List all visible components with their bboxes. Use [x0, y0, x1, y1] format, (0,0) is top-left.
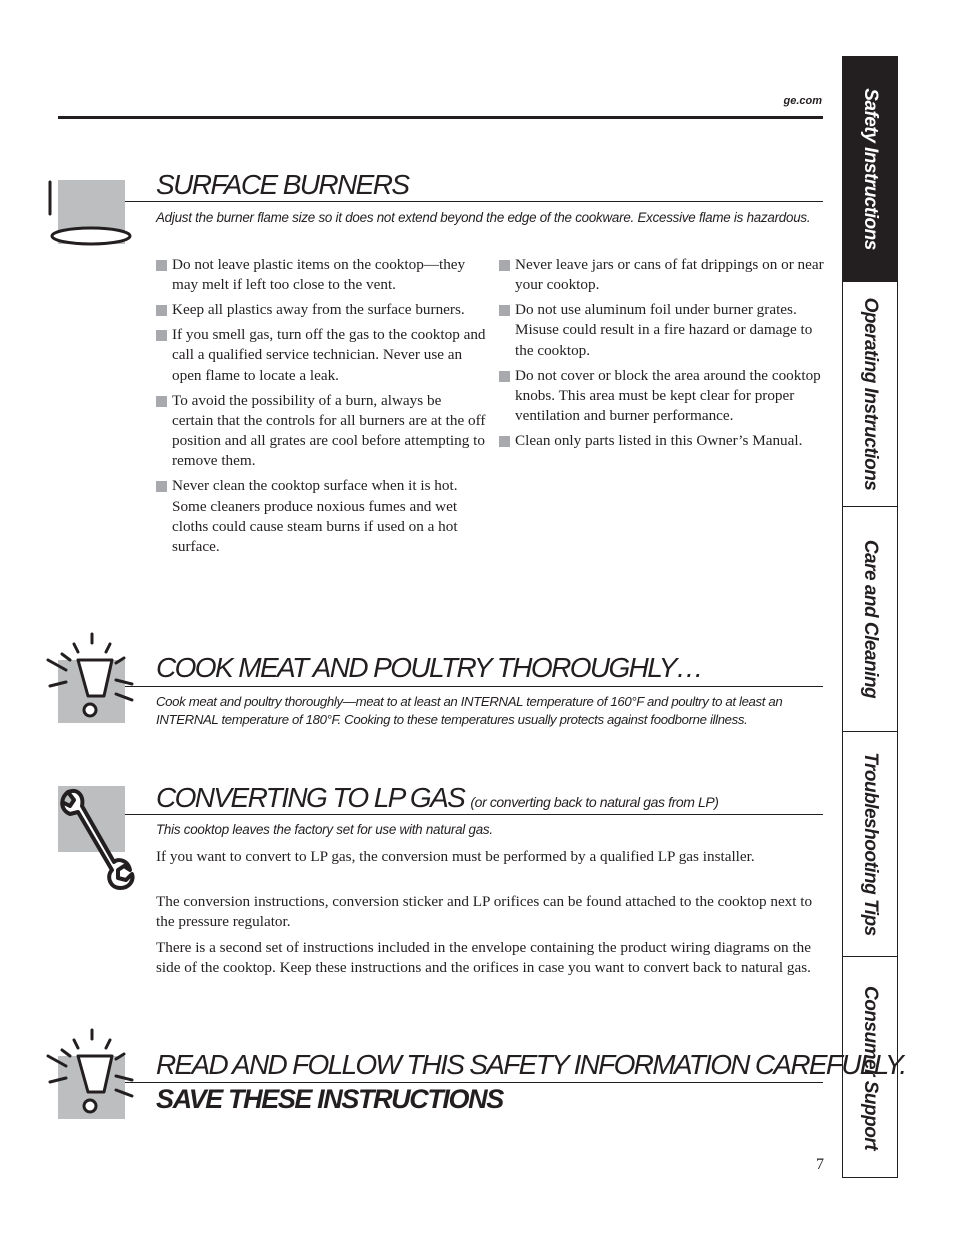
wrench-icon	[56, 784, 136, 894]
list-item: Never clean the cooktop surface when it is hot. Some cleaners produce noxious fumes and wet cloths could cause steam burns if used on a hot surface.	[156, 476, 486, 557]
tab-label: Troubleshooting Tips	[860, 752, 881, 936]
read-follow-title: READ AND FOLLOW THIS SAFETY INFORMATION CAREFULLY.	[156, 1049, 906, 1080]
warning-icon	[44, 630, 134, 726]
square-bullet-icon	[156, 396, 167, 407]
cook-meat-intro: Cook meat and poultry thoroughly—meat to at least an INTERNAL temperature of 160°F and poultry to at least an INTERNAL temperature of 180°F. Cooking to these temperatures usually protects against foodborne illness.	[156, 694, 783, 727]
lp-gas-paragraph-2: The conversion instructions, conversion sticker and LP orifices can be found attached to the cooktop next to the pressure regulator.	[156, 893, 813, 931]
surface-burners-title: SURFACE BURNERS	[156, 169, 409, 200]
list-item: Do not leave plastic items on the cooktop—they may melt if left too close to the vent.	[156, 255, 486, 296]
cook-meat-title: COOK MEAT AND POULTRY THOROUGHLY…	[156, 652, 703, 683]
square-bullet-icon	[156, 481, 167, 492]
lp-gas-intro: This cooktop leaves the factory set for use with natural gas.	[156, 822, 493, 837]
list-item: Do not use aluminum foil under burner grates. Misuse could result in a fire hazard or damage to the cooktop.	[499, 300, 824, 361]
list-item: To avoid the possibility of a burn, always be certain that the controls for all burners are at the off position and all grates are cool before attempting to remove them.	[156, 391, 486, 472]
header-rule	[58, 116, 823, 119]
section-tabs	[842, 56, 898, 1178]
square-bullet-icon	[499, 371, 510, 382]
square-bullet-icon	[156, 260, 167, 271]
list-item: Keep all plastics away from the surface burners.	[156, 300, 486, 320]
surface-left-list	[156, 255, 486, 562]
square-bullet-icon	[156, 330, 167, 341]
tab-label: Consumer Support	[860, 985, 881, 1150]
list-item: If you smell gas, turn off the gas to the cooktop and call a qualified service technician. Never use an open flame to locate a leak.	[156, 325, 486, 386]
lp-gas-rule	[125, 814, 823, 815]
cook-meat-rule	[125, 686, 823, 687]
list-item: Clean only parts listed in this Owner’s Manual.	[499, 431, 824, 451]
tab-care-and-cleaning[interactable]	[842, 507, 898, 732]
tab-label: Care and Cleaning	[860, 539, 881, 699]
lp-gas-paragraph-1: If you want to convert to LP gas, the conversion must be performed by a qualified LP gas installer.	[156, 848, 755, 865]
lp-gas-title	[156, 784, 719, 812]
tab-operating-instructions[interactable]	[842, 282, 898, 507]
list-item: Never leave jars or cans of fat drippings on or near your cooktop.	[499, 255, 824, 296]
square-bullet-icon	[156, 305, 167, 316]
tab-consumer-support[interactable]	[842, 957, 898, 1178]
read-follow-rule	[125, 1082, 823, 1083]
square-bullet-icon	[499, 436, 510, 447]
lp-gas-subtitle: (or converting back to natural gas from LP)	[470, 794, 719, 810]
list-item: Do not cover or block the area around the cooktop knobs. This area must be kept clear for proper ventilation and burner performance.	[499, 366, 824, 427]
burner-icon	[44, 176, 134, 252]
lp-gas-paragraph-3: There is a second set of instructions included in the envelope containing the product wiring diagrams on the side of the cooktop. Keep these instructions and the orifices in case you want to convert back to natural gas.	[156, 939, 811, 977]
tab-label: Operating Instructions	[860, 297, 881, 491]
square-bullet-icon	[499, 260, 510, 271]
warning-icon	[44, 1026, 134, 1122]
site-url: ge.com	[783, 95, 822, 107]
lp-gas-title-text: CONVERTING TO LP GAS	[156, 782, 465, 813]
save-instructions-heading: SAVE THESE INSTRUCTIONS	[156, 1084, 503, 1114]
surface-burners-intro: Adjust the burner flame size so it does not extend beyond the edge of the cookware. Excessive flame is hazardous.	[156, 210, 811, 225]
square-bullet-icon	[499, 305, 510, 316]
tab-safety-instructions[interactable]	[842, 56, 898, 282]
tab-troubleshooting-tips[interactable]	[842, 732, 898, 957]
tab-label: Safety Instructions	[860, 87, 881, 250]
surface-burners-rule	[125, 201, 823, 202]
surface-right-list	[499, 255, 824, 456]
page-number: 7	[816, 1156, 824, 1173]
